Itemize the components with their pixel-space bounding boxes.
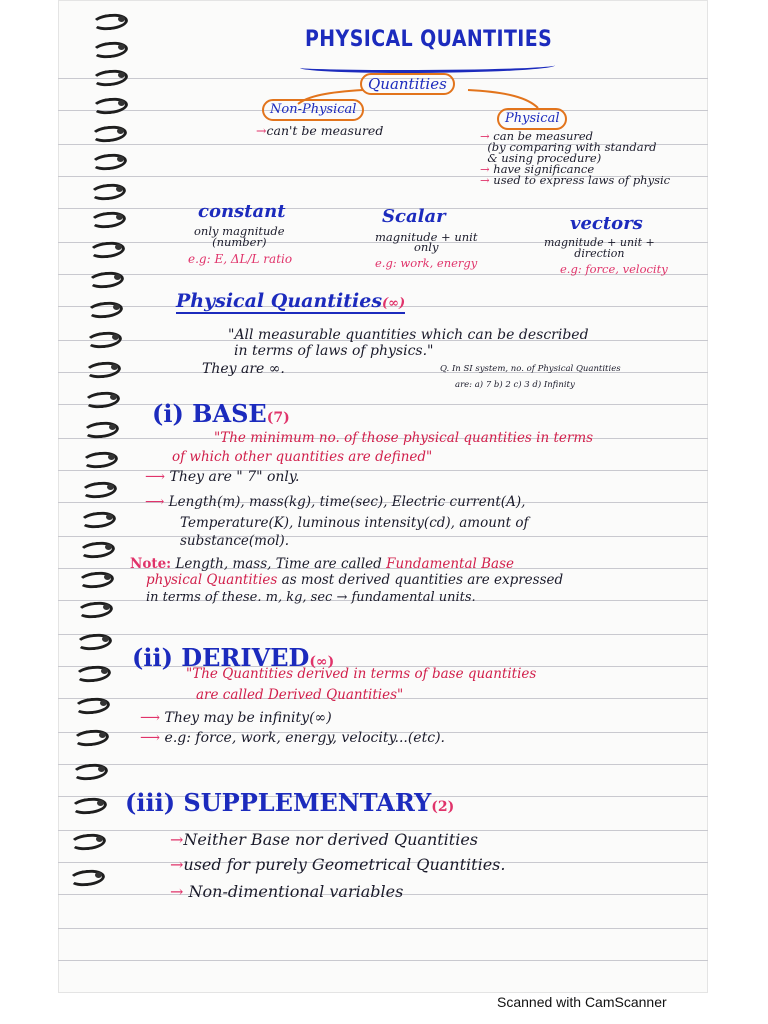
spiral-coil: [56, 836, 102, 846]
base-note-line-2: physical Quantities as most derived quantities are expressed: [146, 572, 564, 588]
base-note-line-1: Note: Length, mass, Time are called Fundamental Base: [130, 556, 515, 572]
base-heading: (i) BASE(7): [152, 399, 290, 428]
quantities-root-label: Quantities: [360, 73, 455, 95]
vectors-heading: vectors: [570, 213, 643, 234]
spiral-coil: [69, 424, 115, 434]
spiral-coil: [78, 100, 124, 110]
pq-definition-line-2: in terms of laws of physics.": [234, 343, 434, 359]
scanner-watermark: Scanned with CamScanner: [497, 994, 667, 1010]
base-bullet-4: substance(mol).: [180, 533, 289, 549]
vectors-example: e.g: force, velocity: [560, 262, 668, 276]
non-physical-note: →can't be measured: [256, 123, 384, 138]
spiral-coil: [77, 128, 123, 138]
scalar-example: e.g: work, energy: [375, 256, 478, 270]
spiral-coil: [60, 700, 106, 710]
spiral-coil: [74, 274, 120, 284]
ruled-line: [58, 634, 708, 635]
derived-definition-line-1: "The Quantities derived in terms of base quantities: [186, 666, 537, 682]
base-bullet-1: ⟶ They are " 7" only.: [145, 469, 300, 485]
ruled-line: [58, 928, 708, 929]
pq-question-line-2: are: a) 7 b) 2 c) 3 d) Infinity: [455, 380, 575, 390]
base-bullet-3: Temperature(K), luminous intensity(cd), amount of: [180, 515, 529, 531]
spiral-coil: [64, 574, 110, 584]
ruled-line: [58, 764, 708, 765]
derived-heading: (ii) DERIVED(∞): [132, 643, 335, 672]
spiral-coil: [55, 872, 101, 882]
spiral-coil: [59, 732, 105, 742]
spiral-coil: [73, 304, 119, 314]
spiral-coil: [76, 214, 122, 224]
pq-definition-line-1: "All measurable quantities which can be described: [228, 327, 589, 343]
supplementary-bullet-1: →Neither Base nor derived Quantities: [170, 830, 479, 849]
constant-example: e.g: E, ΔL/L ratio: [188, 252, 293, 266]
non-physical-label: Non-Physical: [262, 99, 364, 121]
spiral-coil: [78, 72, 124, 82]
derived-bullet-1: ⟶ They may be infinity(∞): [140, 710, 332, 726]
spiral-coil: [70, 394, 116, 404]
supplementary-bullet-2: →used for purely Geometrical Quantities.: [170, 855, 506, 874]
spiral-coil: [77, 156, 123, 166]
pq-they-are: They are ∞.: [202, 361, 285, 377]
spiral-coil: [63, 604, 109, 614]
spiral-coil: [61, 668, 107, 678]
spiral-coil: [75, 244, 121, 254]
spiral-coil: [58, 766, 104, 776]
base-definition-line-2: of which other quantities are defined": [172, 449, 433, 465]
scalar-heading: Scalar: [382, 206, 446, 227]
spiral-coil: [78, 16, 124, 26]
spiral-coil: [76, 186, 122, 196]
pq-heading: Physical Quantities(∞): [176, 290, 406, 312]
physical-label: Physical: [497, 108, 567, 130]
physical-notes: → can be measured (by comparing with standard & using procedure) → have significance → used to express laws of physic: [480, 129, 671, 187]
spiral-coil: [72, 334, 118, 344]
scalar-desc: magnitude + unit only: [375, 230, 478, 254]
spiral-binding: [0, 0, 150, 1000]
derived-bullet-2: ⟶ e.g: force, work, energy, velocity...(etc).: [140, 730, 445, 746]
page-title: PHYSICAL QUANTITIES: [305, 27, 553, 52]
spiral-coil: [71, 364, 117, 374]
base-bullet-2: ⟶ Length(m), mass(kg), time(sec), Electric current(A),: [145, 494, 526, 510]
ruled-line: [58, 536, 708, 537]
constant-desc: only magnitude (number): [194, 224, 285, 249]
spiral-coil: [62, 636, 108, 646]
supplementary-bullet-3: → Non-dimentional variables: [170, 882, 404, 901]
supplementary-heading: (iii) SUPPLEMENTARY(2): [125, 788, 455, 817]
constant-heading: constant: [198, 201, 286, 222]
base-note-line-3: in terms of these. m, kg, sec → fundamental units.: [146, 590, 476, 605]
spiral-coil: [66, 514, 112, 524]
spiral-coil: [78, 44, 124, 54]
spiral-coil: [65, 544, 111, 554]
base-definition-line-1: "The minimum no. of those physical quantities in terms: [214, 430, 594, 446]
ruled-line: [58, 960, 708, 961]
pq-question-line-1: Q. In SI system, no. of Physical Quantities: [440, 364, 621, 374]
derived-definition-line-2: are called Derived Quantities": [196, 687, 404, 703]
spiral-coil: [68, 454, 114, 464]
vectors-desc: magnitude + unit + direction: [544, 236, 655, 260]
spiral-coil: [67, 484, 113, 494]
spiral-coil: [57, 800, 103, 810]
